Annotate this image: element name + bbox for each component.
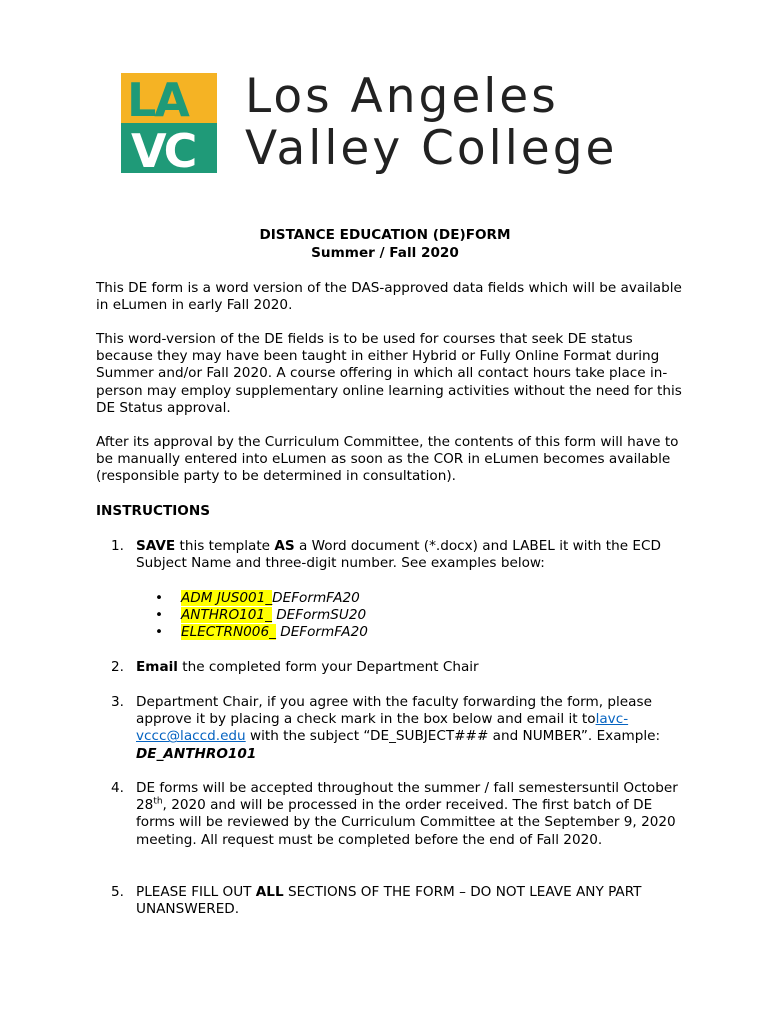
lavc-logo-mark (121, 73, 217, 173)
item-number: 4. (111, 780, 124, 796)
form-title: DISTANCE EDUCATION (DE)FORM (259, 227, 511, 243)
intro-paragraph-2: This word-version of the DE fields is to be used for courses that seek DE status because they may have been taught in either Hybrid or Fully Online Format during Summer and/or Fall 2020. A course offering in which all contact hours take place in-person may employ supplementary online learning activities without the need for this DE Status approval. (96, 331, 682, 416)
item-text: Department Chair, if you agree with the faculty forwarding the form, please approve it by placing a check mark in the box below and email it to (136, 694, 652, 728)
intro-paragraph-1: This DE form is a word version of the DAS-approved data fields which will be available in eLumen in early Fall 2020. (96, 280, 682, 314)
instruction-item-5 (112, 884, 686, 918)
as-keyword: AS (274, 538, 295, 554)
bullet-icon: • (155, 607, 164, 623)
all-keyword: ALL (255, 884, 284, 900)
svg-text:LA: LA (127, 73, 188, 127)
college-name-line2: Valley College (245, 121, 618, 176)
college-logo (121, 69, 651, 183)
example-highlight: ADM JUS001_ (181, 590, 273, 606)
example-suffix: DEFormFA20 (275, 624, 368, 640)
item-text: this template (175, 538, 275, 554)
instructions-heading: INSTRUCTIONS (96, 503, 211, 519)
example-highlight: ELECTRN006_ (181, 624, 276, 640)
college-name-line1: Los Angeles (245, 69, 559, 124)
instruction-item-4 (112, 780, 686, 849)
item-number: 3. (111, 694, 124, 710)
item-text: the completed form your Department Chair (177, 659, 479, 675)
svg-text:VC: VC (131, 124, 195, 173)
example-highlight: ANTHRO101_ (181, 607, 272, 623)
item-number: 5. (111, 884, 124, 900)
instruction-item-2 (112, 659, 686, 676)
bullet-icon: • (155, 624, 164, 640)
save-keyword: SAVE (136, 538, 176, 554)
example-suffix: DEFormFA20 (272, 590, 360, 606)
item-text: a Word document (*.docx) and LABEL it with the ECD Subject Name and three-digit number. See examples below: (136, 538, 661, 572)
item-text: DE forms will be accepted throughout the summer / fall semestersuntil October 28 (136, 780, 678, 814)
intro-paragraph-3: After its approval by the Curriculum Committee, the contents of this form will have to be manually entered into eLumen as soon as the COR in eLumen becomes available (responsible party to be determined in consultation). (96, 434, 679, 485)
item-text: SECTIONS OF THE FORM – DO NOT LEAVE ANY PART UNANSWERED. (136, 884, 642, 918)
bullet-icon: • (155, 590, 164, 606)
item-text: with the subject “DE_SUBJECT### and NUMBER”. Example: (245, 728, 661, 745)
form-subtitle: Summer / Fall 2020 (311, 245, 459, 261)
instruction-item-1 (112, 538, 686, 572)
college-name (245, 71, 617, 175)
email-keyword: Email (136, 659, 178, 675)
item-text: PLEASE FILL OUT (136, 884, 256, 900)
email-link[interactable]: lavc-vccc@laccd.edu (136, 711, 629, 745)
item-number: 2. (111, 659, 124, 675)
instruction-item-3 (112, 694, 686, 763)
item-number: 1. (111, 538, 124, 554)
item-text: , 2020 and will be processed in the order received. The first batch of DE forms will be reviewed by the Curriculum Committee at the September 9, 2020 meeting. All request must be completed before the end of Fall 2020. (136, 797, 676, 848)
subject-example: DE_ANTHRO101 (136, 745, 257, 762)
ordinal-suffix: th (153, 796, 163, 807)
example-suffix: DEFormSU20 (271, 607, 367, 623)
